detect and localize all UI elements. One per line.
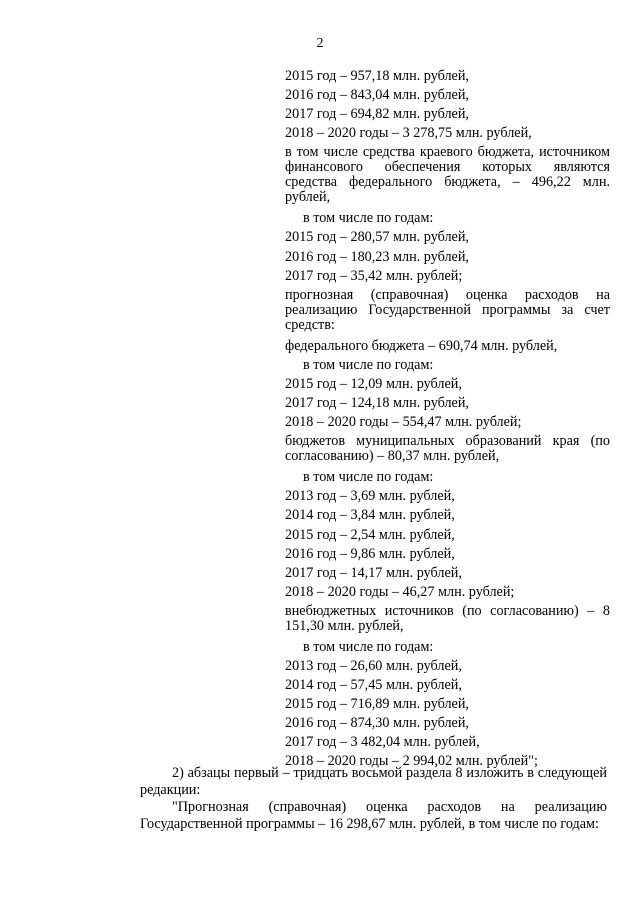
page-number: 2 xyxy=(316,36,324,51)
funding-line: 2016 год – 9,86 млн. рублей, xyxy=(285,545,455,562)
funding-line: 2016 год – 180,23 млн. рублей, xyxy=(285,248,469,265)
funding-line: федерального бюджета – 690,74 млн. рублей, xyxy=(285,337,558,354)
funding-line: 2018 – 2020 годы – 554,47 млн. рублей; xyxy=(285,414,522,431)
funding-line: 2013 год – 26,60 млн. рублей, xyxy=(285,657,462,674)
by-years-label: в том числе по годам: xyxy=(303,210,434,227)
funding-line: 2018 – 2020 годы – 46,27 млн. рублей; xyxy=(285,583,515,600)
funding-line: 2014 год – 3,84 млн. рублей, xyxy=(285,507,455,524)
funding-line: 2015 год – 280,57 млн. рублей, xyxy=(285,229,469,246)
funding-line: 2015 год – 2,54 млн. рублей, xyxy=(285,526,455,543)
funding-line: 2018 – 2020 годы – 3 278,75 млн. рублей, xyxy=(285,125,532,142)
funding-line: 2015 год – 716,89 млн. рублей, xyxy=(285,696,469,713)
funding-line: 2017 год – 3 482,04 млн. рублей, xyxy=(285,734,480,751)
funding-line: 2016 год – 874,30 млн. рублей, xyxy=(285,715,469,732)
by-years-label: в том числе по годам: xyxy=(303,638,434,655)
funding-line: 2016 год – 843,04 млн. рублей, xyxy=(285,87,469,104)
funding-line: 2013 год – 3,69 млн. рублей, xyxy=(285,488,455,505)
funding-breakdown xyxy=(285,67,610,772)
funding-line: 2017 год – 35,42 млн. рублей; xyxy=(285,267,463,284)
funding-line: 2015 год – 12,09 млн. рублей, xyxy=(285,375,462,392)
funding-paragraph: в том числе средства краевого бюджета, источником финансового обеспечения которых являются средства федерального бюджета, – 496,22 млн. рублей, xyxy=(285,144,610,206)
funding-line: 2017 год – 14,17 млн. рублей, xyxy=(285,564,462,581)
by-years-label: в том числе по годам: xyxy=(303,356,434,373)
funding-paragraph: прогнозная (справочная) оценка расходов на реализацию Государственной программы за счет средств: xyxy=(285,286,610,333)
funding-line: 2014 год – 57,45 млн. рублей, xyxy=(285,677,462,694)
funding-line: 2018 – 2020 годы – 2 994,02 млн. рублей"; xyxy=(285,753,538,770)
funding-line: 2015 год – 957,18 млн. рублей, xyxy=(285,68,469,84)
funding-paragraph: внебюджетных источников (по согласованию) – 8 151,30 млн. рублей, xyxy=(285,602,610,634)
by-years-label: в том числе по годам: xyxy=(303,469,434,486)
funding-line: 2017 год – 694,82 млн. рублей, xyxy=(285,106,469,123)
funding-paragraph: бюджетов муниципальных образований края (по согласованию) – 80,37 млн. рублей, xyxy=(285,433,610,465)
amendment-paragraph: "Прогнозная (справочная) оценка расходов на реализацию Государственной программы – 16 298,67 млн. рублей, в том числе по годам: xyxy=(140,799,607,832)
amendment-paragraph: 2) абзацы первый – тридцать восьмой раздела 8 изложить в следующей редакции: xyxy=(140,765,607,798)
amendment-text xyxy=(140,765,607,833)
funding-line: 2017 год – 124,18 млн. рублей, xyxy=(285,395,469,412)
